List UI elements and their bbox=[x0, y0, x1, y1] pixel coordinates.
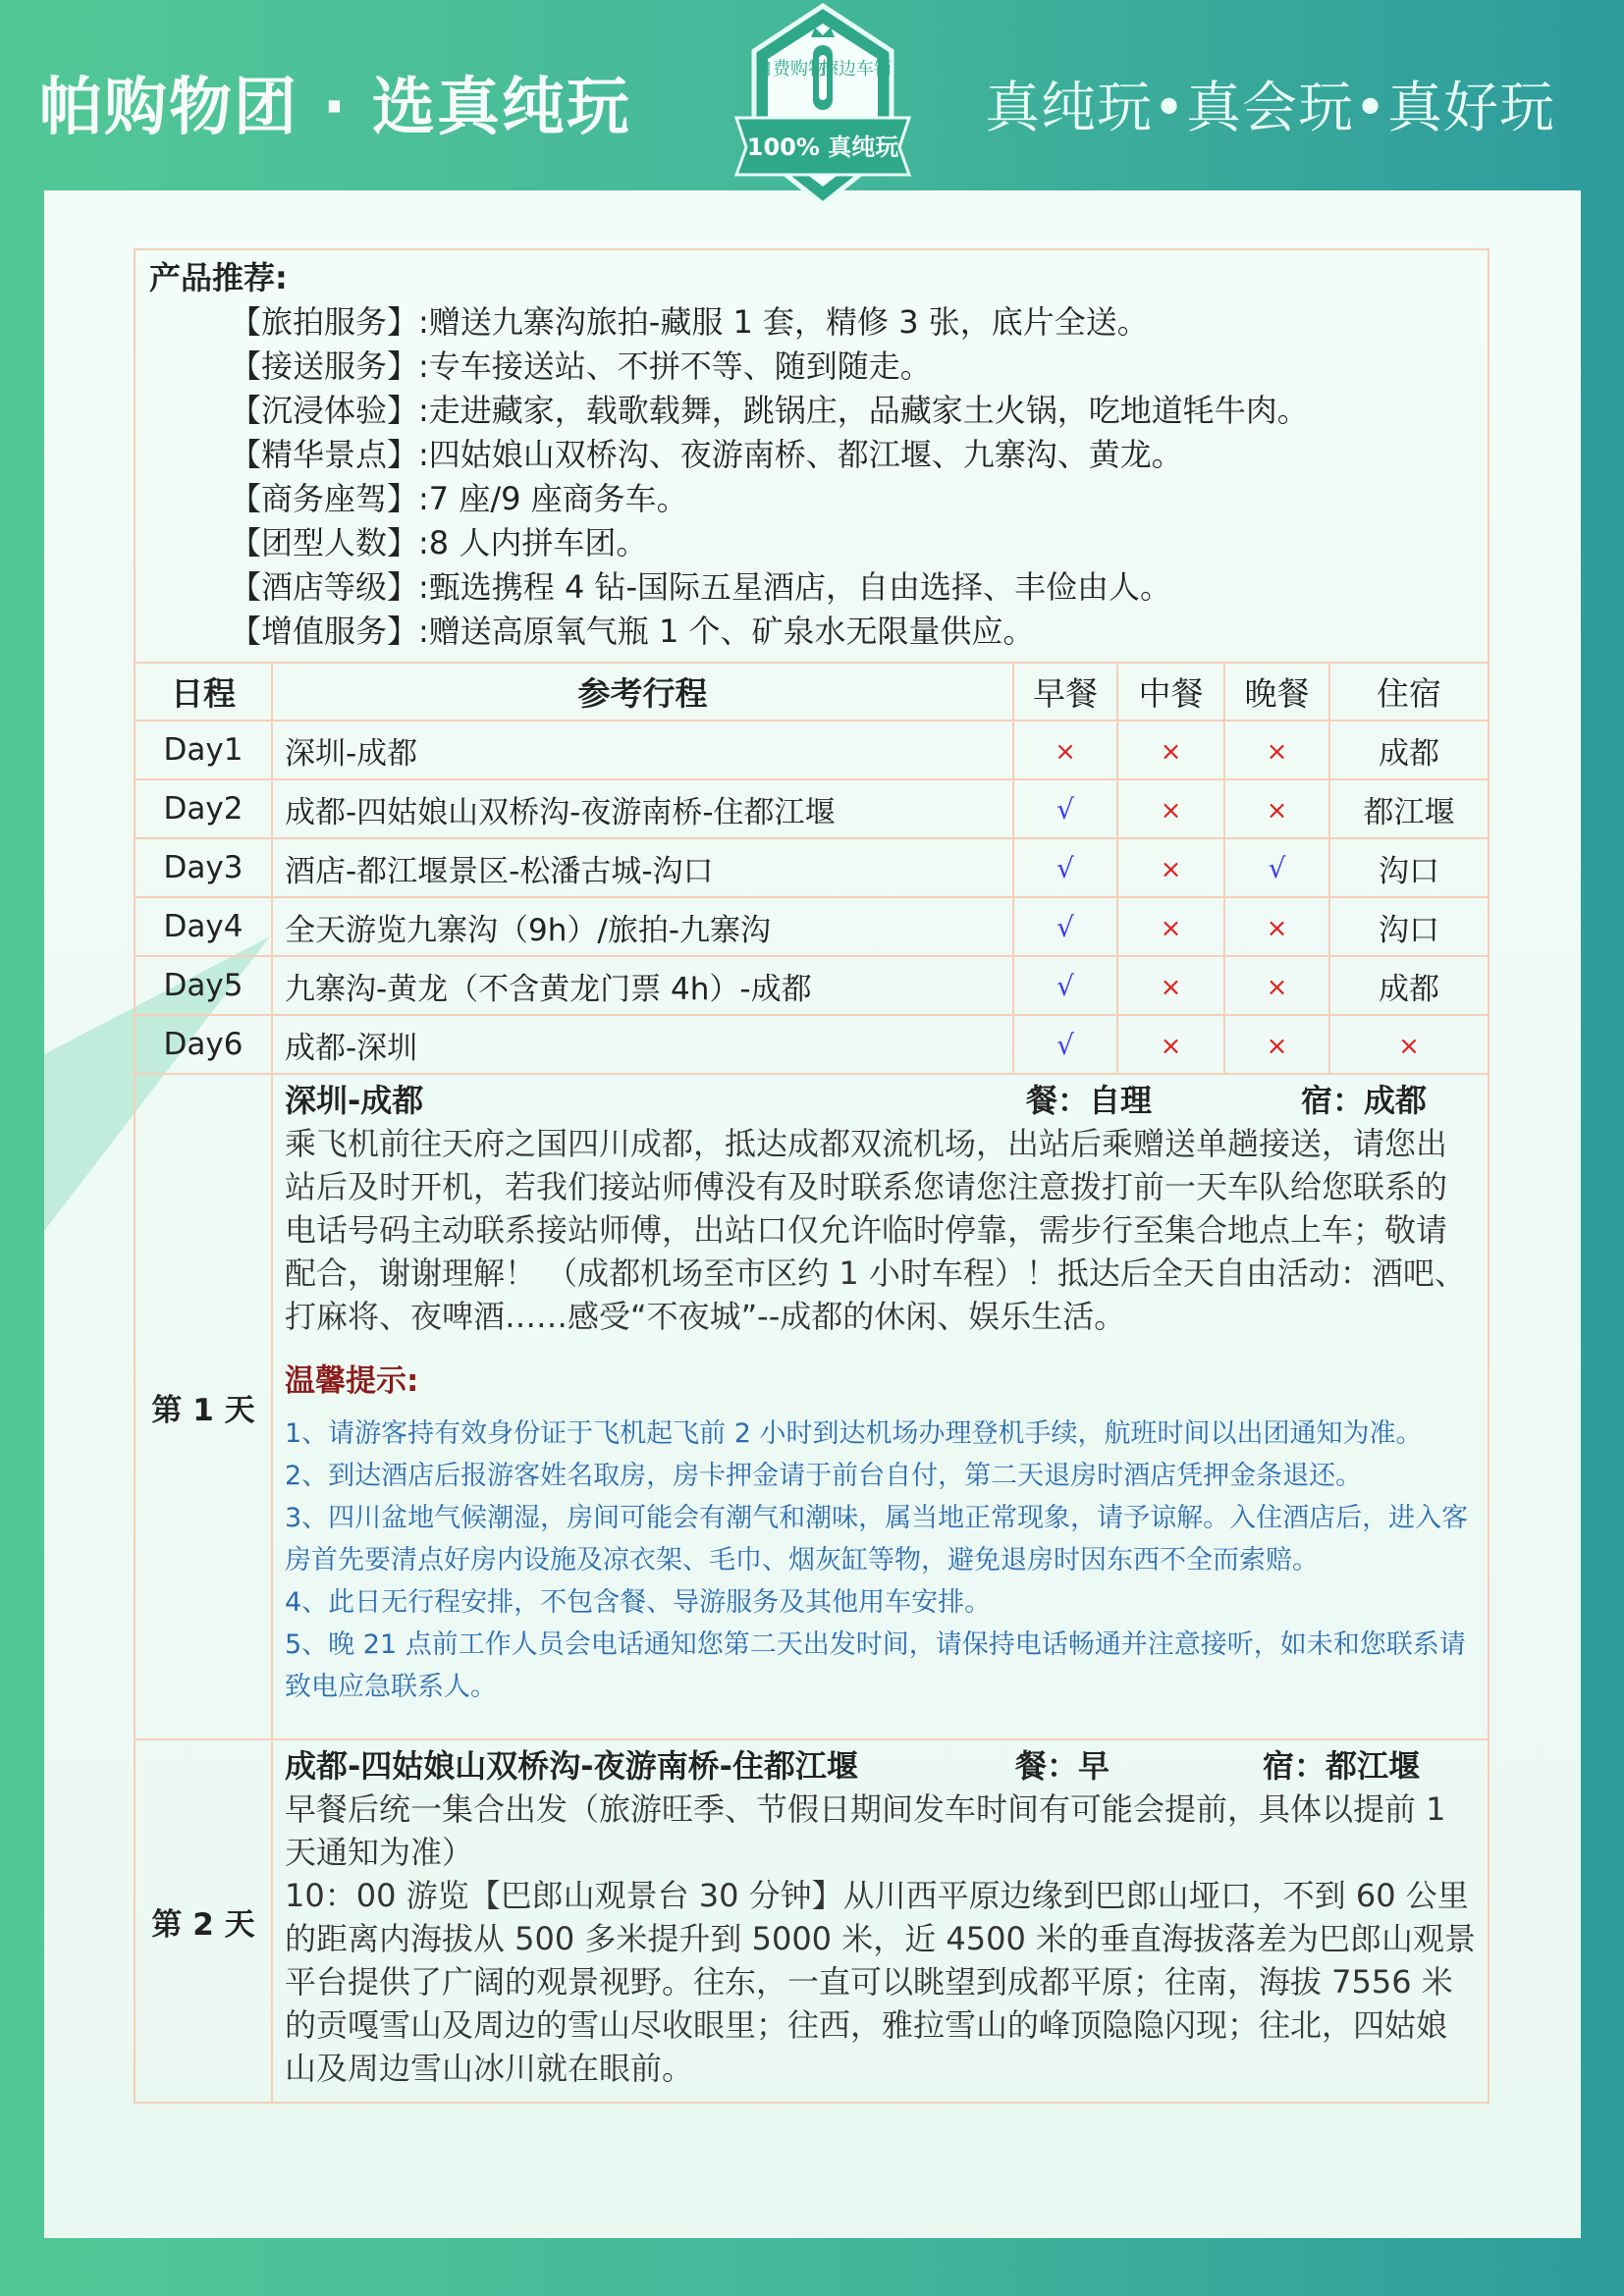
col-header: 晚餐 bbox=[1224, 663, 1329, 721]
route-cell: 成都-四姑娘山双桥沟-夜游南桥-住都江堰 bbox=[272, 779, 1013, 838]
tip-item: 1、请游客持有效身份证于飞机起飞前 2 小时到达机场办理登机手续，航班时间以出团通知为准。 bbox=[285, 1418, 1423, 1449]
check-mark: √ bbox=[1056, 852, 1074, 884]
col-header: 早餐 bbox=[1013, 663, 1117, 721]
feature-label: 【精华景点】: bbox=[230, 436, 429, 473]
day-title: 成都-四姑娘山双桥沟-夜游南桥-住都江堰 bbox=[285, 1747, 858, 1785]
day-cell: Day4 bbox=[135, 897, 272, 956]
product-feature bbox=[149, 389, 1474, 433]
day-description: 10：00 游览【巴郎山观景台 30 分钟】从川西平原边缘到巴郎山垭口，不到 60 公里的距离内海拔从 500 多米提升到 5000 米，近 4500 米的垂直海拔落差为巴郎山观景平台提供了广阔的观景视野。往东，一直可以眺望到成都平原；往南，海拔 7556 米的贡嘎雪山及周边的雪山尽收眼里；往西，雅拉雪山的峰顶隐隐闪现；往北，四姑娘山及周边雪山冰川就在眼前。 bbox=[285, 1877, 1476, 2087]
check-mark: √ bbox=[1056, 793, 1074, 826]
header-title: 帕购物团 · 选真纯玩 bbox=[39, 72, 631, 144]
check-mark: √ bbox=[1056, 911, 1074, 943]
feature-label: 【沉浸体验】: bbox=[230, 392, 429, 429]
cross-mark: × bbox=[1160, 1032, 1182, 1061]
stay-cell: × bbox=[1398, 1032, 1420, 1061]
col-header: 日程 bbox=[135, 663, 272, 721]
cross-mark: × bbox=[1266, 737, 1288, 767]
product-feature bbox=[149, 565, 1474, 610]
stay-cell: 沟口 bbox=[1379, 912, 1440, 948]
tip-item: 5、晚 21 点前工作人员会电话通知您第二天出发时间，请保持电话畅通并注意接听，如未和您联系请致电应急联系人。 bbox=[285, 1629, 1466, 1702]
feature-text: 赠送高原氧气瓶 1 个、矿泉水无限量供应。 bbox=[428, 613, 1035, 650]
day-label: 第 2 天 bbox=[135, 1739, 272, 2103]
day-description: 乘飞机前往天府之国四川成都，抵达成都双流机场，出站后乘赠送单趟接送，请您出站后及时开机，若我们接站师傅没有及时联系您请您注意拨打前一天车队给您联系的电话号码主动联系接站师傅，出站口仅允许临时停靠，需步行至集合地点上车；敬请配合，谢谢理解！ （成都机场至市区约 1 小时车程）！抵达后全天自由活动：酒吧、打麻将、夜啤酒……感受“不夜城”--成都的休闲、娱乐生活。 bbox=[285, 1125, 1466, 1335]
feature-text: 8 人内拼车团。 bbox=[428, 524, 648, 561]
feature-text: 赠送九寨沟旅拍-藏服 1 套，精修 3 张，底片全送。 bbox=[428, 303, 1149, 341]
schedule-row bbox=[135, 779, 1489, 838]
feature-label: 【酒店等级】: bbox=[230, 568, 429, 606]
route-cell: 全天游览九寨沟（9h）/旅拍-九寨沟 bbox=[272, 897, 1013, 956]
route-cell: 酒店-都江堰景区-松潘古城-沟口 bbox=[272, 838, 1013, 897]
schedule-header-row bbox=[135, 663, 1489, 721]
cross-mark: × bbox=[1160, 737, 1182, 767]
route-cell: 深圳-成都 bbox=[272, 721, 1013, 779]
tip-item: 4、此日无行程安排，不包含餐、导游服务及其他用车安排。 bbox=[285, 1587, 992, 1618]
day-label: 第 1 天 bbox=[135, 1074, 272, 1739]
schedule-row bbox=[135, 838, 1489, 897]
day-detail-row bbox=[135, 1739, 1489, 2103]
day-stay: 宿：都江堰 bbox=[1263, 1747, 1421, 1785]
feature-label: 【团型人数】: bbox=[230, 524, 429, 561]
tip-item: 3、四川盆地气候潮湿，房间可能会有潮气和潮味，属当地正常现象，请予谅解。入住酒店后，进入客房首先要清点好房内设施及凉衣架、毛巾、烟灰缸等物，避免退房时因东西不全而索赔。 bbox=[285, 1503, 1469, 1575]
product-title: 产品推荐: bbox=[149, 259, 288, 296]
cross-mark: × bbox=[1266, 1032, 1288, 1061]
check-mark: √ bbox=[1056, 970, 1074, 1002]
cross-mark: × bbox=[1160, 796, 1182, 826]
feature-label: 【商务座驾】: bbox=[230, 480, 429, 517]
product-feature bbox=[149, 345, 1474, 389]
route-cell: 成都-深圳 bbox=[272, 1015, 1013, 1074]
col-header: 住宿 bbox=[1329, 663, 1489, 721]
day-cell: Day5 bbox=[135, 956, 272, 1015]
col-header: 参考行程 bbox=[272, 663, 1013, 721]
cross-mark: × bbox=[1266, 796, 1288, 826]
col-header: 中餐 bbox=[1117, 663, 1224, 721]
cross-mark: × bbox=[1160, 973, 1182, 1002]
feature-text: 7 座/9 座商务车。 bbox=[428, 480, 688, 517]
stay-cell: 都江堰 bbox=[1363, 794, 1455, 830]
feature-text: 四姑娘山双桥沟、夜游南桥、都江堰、九寨沟、黄龙。 bbox=[428, 436, 1183, 473]
product-row bbox=[135, 249, 1489, 663]
day-stay: 宿：成都 bbox=[1301, 1082, 1428, 1119]
itinerary-table bbox=[134, 248, 1489, 2104]
day-meal: 餐：自理 bbox=[1026, 1082, 1153, 1119]
day-detail-row bbox=[135, 1074, 1489, 1739]
route-cell: 九寨沟-黄龙（不含黄龙门票 4h）-成都 bbox=[272, 956, 1013, 1015]
feature-label: 【增值服务】: bbox=[230, 613, 429, 650]
day-cell: Day3 bbox=[135, 838, 272, 897]
day-title: 深圳-成都 bbox=[285, 1082, 424, 1119]
schedule-row bbox=[135, 721, 1489, 779]
header-slogan: 真纯玩•真会玩•真好玩 bbox=[984, 77, 1555, 140]
stay-cell: 成都 bbox=[1379, 971, 1440, 1007]
product-feature bbox=[149, 433, 1474, 477]
schedule-row bbox=[135, 897, 1489, 956]
product-feature bbox=[149, 300, 1474, 345]
feature-text: 走进藏家，载歌载舞，跳锅庄，品藏家土火锅，吃地道牦牛肉。 bbox=[428, 392, 1309, 429]
pure-tour-badge-logo bbox=[709, 2, 937, 208]
badge-text: 擦边车销 bbox=[821, 59, 892, 80]
feature-label: 【旅拍服务】: bbox=[230, 303, 429, 341]
product-feature bbox=[149, 521, 1474, 565]
day-cell: Day1 bbox=[135, 721, 272, 779]
stay-cell: 成都 bbox=[1379, 735, 1440, 772]
badge-text: 100% 真纯玩 bbox=[746, 133, 899, 161]
feature-text: 专车接送站、不拼不等、随到随走。 bbox=[428, 347, 932, 385]
check-mark: √ bbox=[1268, 852, 1286, 884]
day-description: 早餐后统一集合出发（旅游旺季、节假日期间发车时间有可能会提前，具体以提前 1 天通知为准） bbox=[285, 1790, 1446, 1871]
check-mark: √ bbox=[1056, 1029, 1074, 1061]
product-feature bbox=[149, 477, 1474, 521]
stay-cell: 沟口 bbox=[1379, 853, 1440, 889]
cross-mark: × bbox=[1160, 914, 1182, 943]
day-cell: Day2 bbox=[135, 779, 272, 838]
day-meal: 餐：早 bbox=[1015, 1747, 1110, 1785]
product-feature bbox=[149, 610, 1474, 654]
cross-mark: × bbox=[1160, 855, 1182, 884]
cross-mark: × bbox=[1266, 914, 1288, 943]
tip-item: 2、到达酒店后报游客姓名取房，房卡押金请于前台自付，第二天退房时酒店凭押金条退还。 bbox=[285, 1461, 1363, 1491]
day-cell: Day6 bbox=[135, 1015, 272, 1074]
badge-text: 自费购物 bbox=[755, 59, 826, 80]
schedule-row bbox=[135, 1015, 1489, 1074]
feature-text: 甄选携程 4 钻-国际五星酒店，自由选择、丰俭由人。 bbox=[428, 568, 1172, 606]
cross-mark: × bbox=[1055, 737, 1076, 767]
feature-label: 【接送服务】: bbox=[230, 347, 429, 385]
tips-title: 温馨提示: bbox=[285, 1363, 419, 1399]
cross-mark: × bbox=[1266, 973, 1288, 1002]
schedule-row bbox=[135, 956, 1489, 1015]
